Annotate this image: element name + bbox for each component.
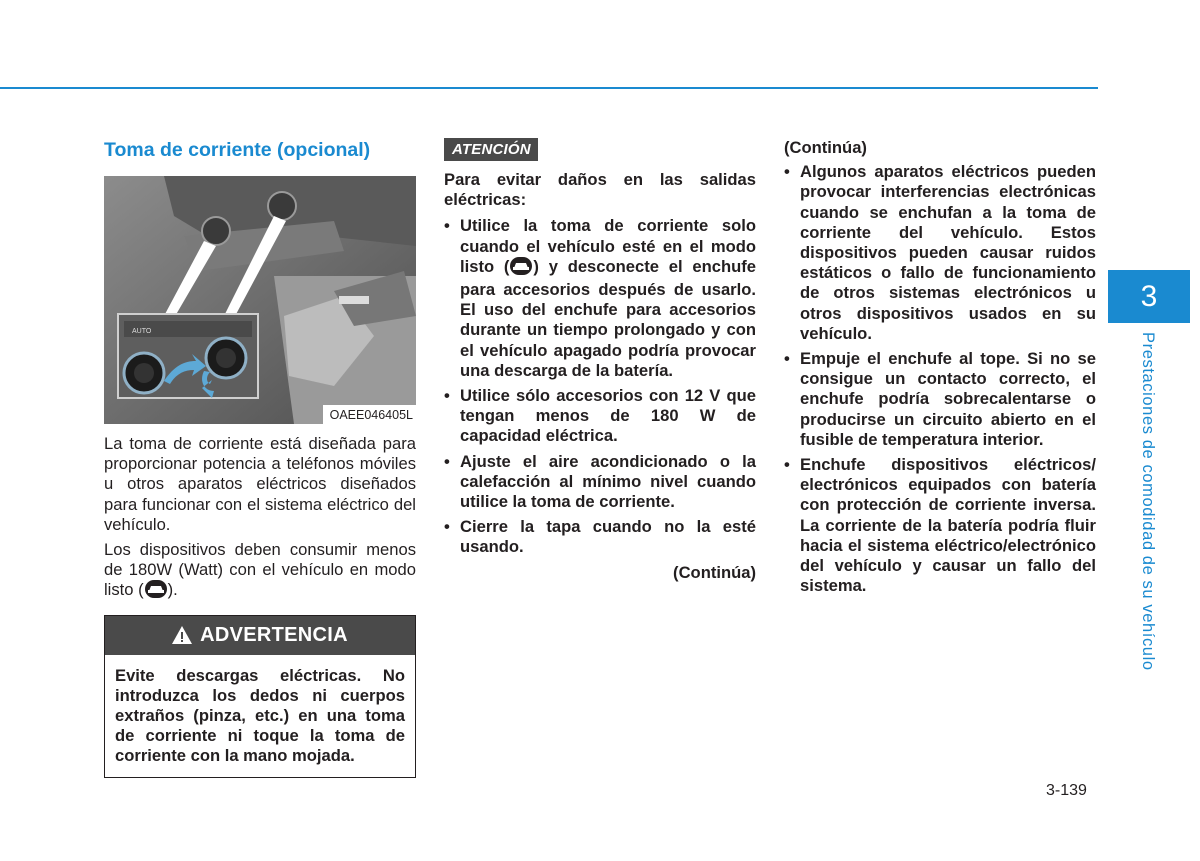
intro-paragraph-2: [104, 540, 416, 604]
continued-item-1: • Algunos aparatos eléctricos pueden provocar interferencias electrónicas cuando se enchufan a la toma de corriente del vehículo. Estos dispositivos pueden causar ruidos estáticos o fallo de funcionamiento de otros sistemas electrónicos u otros dispositivos usados en su vehículo.: [784, 162, 1096, 344]
warning-box: [104, 615, 416, 778]
intro-paragraph-1: La toma de corriente está diseñada para proporcionar potencia a teléfonos móviles u otros aparatos eléctricos diseñados para funcionar con el sistema eléctrico del vehículo.: [104, 434, 416, 534]
warning-triangle-icon: [172, 626, 192, 644]
continued-item-2: • Empuje el enchufe al tope. Si no se consigue un contacto correcto, el enchufe podría sobrecalentarse o producirse un circuito abierto en el fusible de temperatura interior.: [784, 349, 1096, 450]
warning-text: Evite descargas eléctricas. No introduzca los dedos ni cuerpos extraños (pinza, etc.) en una toma de corriente ni toque la toma de corriente con la mano mojada.: [115, 665, 405, 766]
continued-label: (Continúa): [673, 562, 756, 582]
warning-title: ADVERTENCIA: [200, 623, 348, 646]
intro-paragraph-2-text: Los dispositivos deben consumir menos de 180W (Watt) con el vehículo en modo listo (: [104, 540, 416, 600]
continued-item-3: • Enchufe dispositivos eléctricos/ electrónicos equipados con batería con protección de corriente inversa. La corriente de la batería podría fluir hacia el sistema eléctrico/electrónico del vehículo y causar un fallo del sistema.: [784, 455, 1096, 596]
caution-intro: Para evitar daños en las salidas eléctricas:: [444, 170, 756, 210]
warning-header: [105, 616, 415, 655]
car-ready-icon: [510, 257, 532, 280]
caution-item-1-end: ) y desconecte el enchufe para accesorios después de usarlo. El uso del enchufe para accesorios durante un tiempo prolongado y con el vehículo apagado podría provocar una descarga de la batería.: [460, 256, 756, 380]
power-outlet-illustration: [104, 176, 416, 424]
section-title: Toma de corriente (opcional): [104, 139, 371, 161]
chapter-title: Prestaciones de comodidad de su vehículo: [1139, 332, 1157, 671]
column-left: [104, 138, 416, 778]
power-outlet-figure: [104, 176, 416, 424]
car-ready-icon: [145, 580, 167, 603]
caution-list: [444, 216, 756, 557]
auto-label: AUTO: [132, 328, 152, 335]
caution-item-1-text: Utilice la toma de corriente solo cuando el vehículo esté en el modo listo (: [460, 216, 756, 276]
column-middle: [444, 138, 756, 583]
continued-heading: (Continúa): [784, 138, 867, 157]
page-number: 3-139: [1046, 782, 1087, 799]
caution-label: ATENCIÓN: [444, 138, 538, 161]
caution-item-1: [444, 216, 756, 381]
header-rule: [0, 87, 1098, 89]
caution-item-4: • Cierre la tapa cuando no la esté usando.: [444, 517, 756, 557]
figure-code: OAEE046405L: [323, 405, 416, 424]
intro-paragraph-2-end: ).: [167, 580, 178, 600]
column-right: [784, 138, 1096, 601]
caution-item-2: • Utilice sólo accesorios con 12 V que tengan menos de 180 W de capacidad eléctrica.: [444, 386, 756, 447]
continued-list: [784, 162, 1096, 596]
chapter-tab: 3: [1108, 270, 1190, 323]
caution-item-3: • Ajuste el aire acondicionado o la calefacción al mínimo nivel cuando utilice la toma de corriente.: [444, 452, 756, 513]
